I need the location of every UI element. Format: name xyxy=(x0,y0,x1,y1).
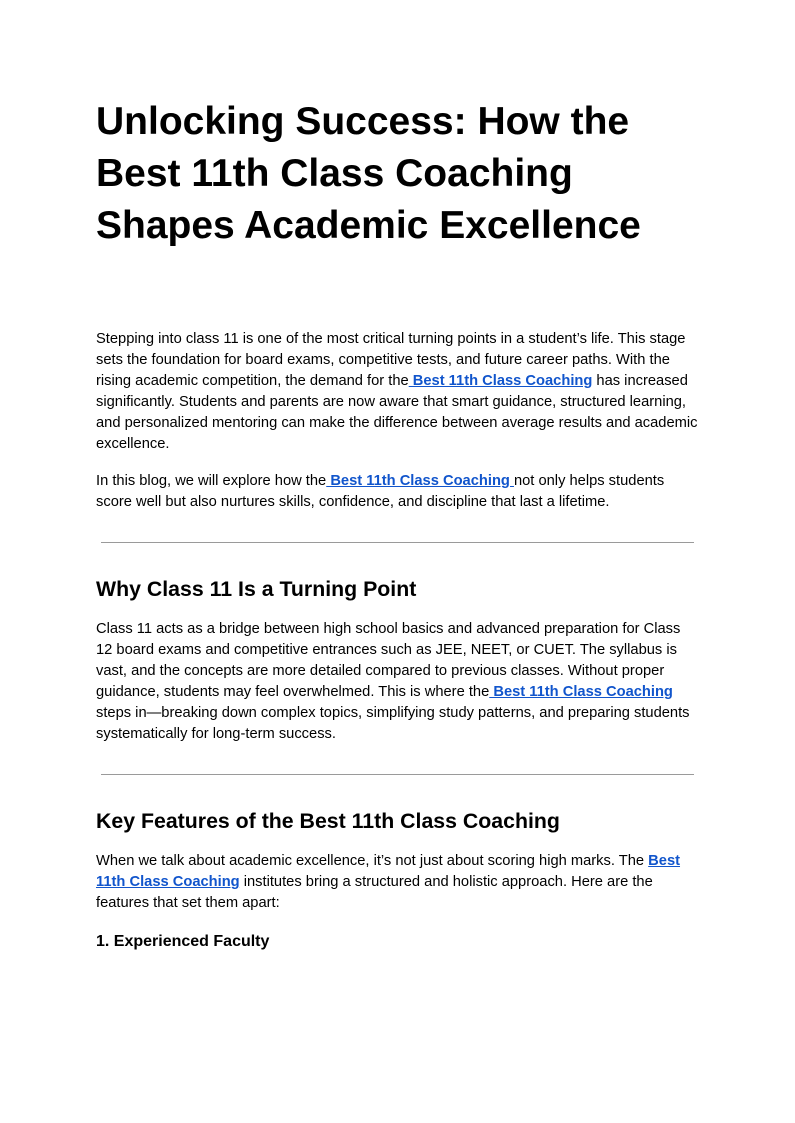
subheading-experienced-faculty: 1. Experienced Faculty xyxy=(96,933,270,950)
section1-text-a: Class 11 acts as a bridge between high school basics and advanced preparation for Class 12 board exams and competitive entrances such as JEE, NEET, or CUET. The syllabus is vast, and the concepts are more detailed compared to previous classes. Without proper guidance, students may feel overwhelmed. This is where the xyxy=(96,621,681,700)
page-title: Unlocking Success: How the Best 11th Class Coaching Shapes Academic Excellence xyxy=(96,100,641,247)
section1-text-b: steps in—breaking down complex topics, simplifying study patterns, and preparing students systematically for long-term success. xyxy=(96,705,690,742)
section-heading-key-features: Key Features of the Best 11th Class Coaching xyxy=(96,809,560,833)
intro-p2-text-b: not only helps students score well but also nurtures skills, confidence, and discipline that last a lifetime. xyxy=(96,473,665,510)
intro-paragraph-1 xyxy=(96,329,699,455)
intro-p1-text-b: has increased significantly. Students and parents are now aware that smart guidance, structured learning, and personalized mentoring can make the difference between average results and academic excellence. xyxy=(96,373,698,452)
section2-text-a: When we talk about academic excellence, it’s not just about scoring high marks. The xyxy=(96,853,649,869)
section-heading-turning-point: Why Class 11 Is a Turning Point xyxy=(96,577,417,601)
section-divider-1 xyxy=(101,542,694,543)
intro-paragraph-2 xyxy=(96,471,699,513)
intro-p2-coaching-link[interactable]: Best 11th Class Coaching xyxy=(326,473,514,489)
section1-coaching-link[interactable]: Best 11th Class Coaching xyxy=(489,684,673,700)
section2-coaching-link[interactable]: Best 11th Class Coaching xyxy=(96,853,681,890)
intro-p1-coaching-link[interactable]: Best 11th Class Coaching xyxy=(408,373,593,389)
intro-p2-text-a: In this blog, we will explore how the xyxy=(96,473,327,489)
section1-paragraph xyxy=(96,619,699,745)
intro-p1-text-a: Stepping into class 11 is one of the most critical turning points in a student’s life. This stage sets the foundation for board exams, competitive tests, and future career paths. With the rising academic competition, the demand for the xyxy=(96,331,686,389)
section2-text-b: institutes bring a structured and holistic approach. Here are the features that set them apart: xyxy=(96,874,653,911)
section2-paragraph xyxy=(96,851,699,914)
section-divider-2 xyxy=(101,774,694,775)
